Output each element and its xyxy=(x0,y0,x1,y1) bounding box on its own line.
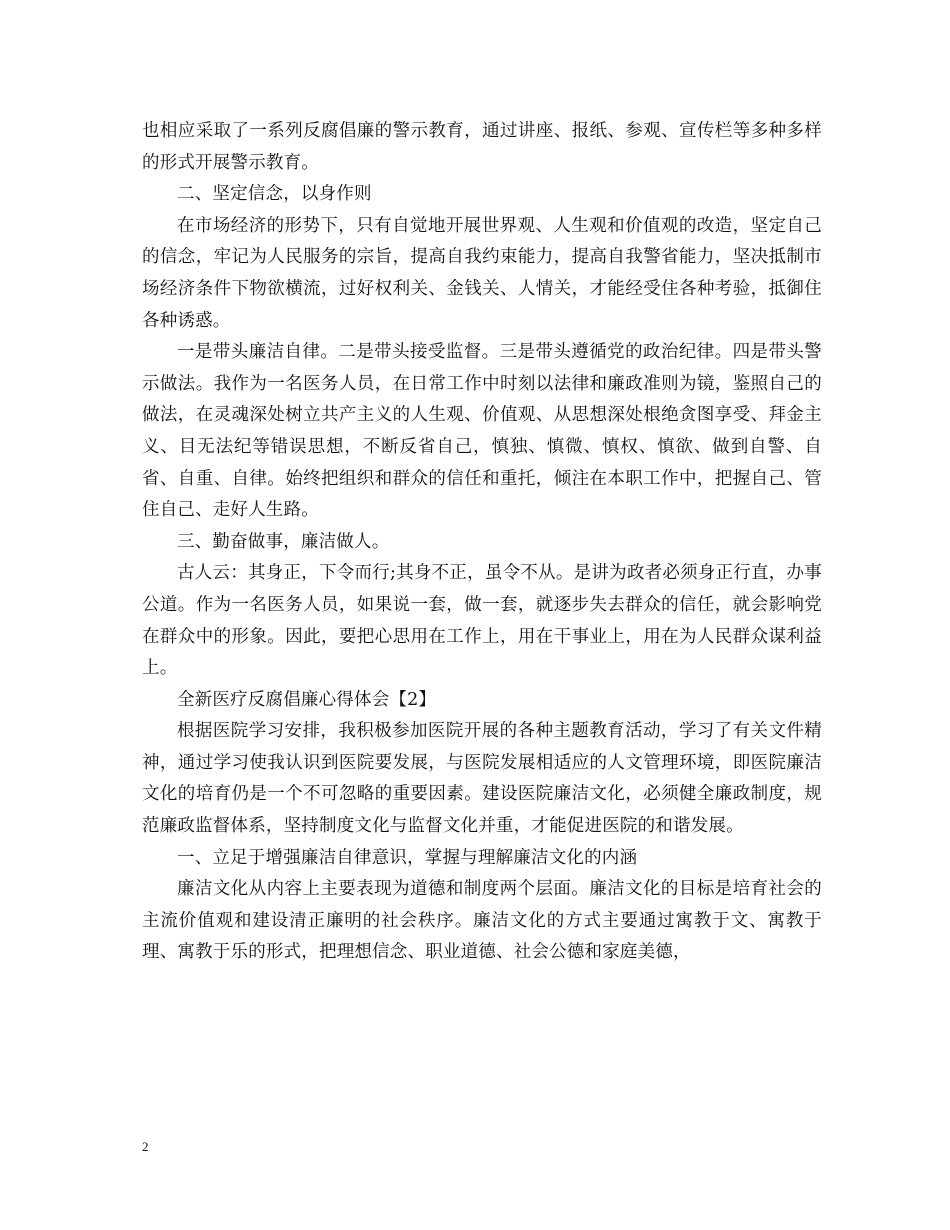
section-heading-3: 三、勤奋做事，廉洁做人。 xyxy=(177,531,390,552)
paragraph-4: 一是带头廉洁自律。二是带头接受监督。三是带头遵循党的政治纪律。四是带头警示做法。我作为一名医务人员，在日常工作中时刻以法律和廉政准则为镜，鉴照自己的做法，在灵魂深处树立共产主义的人生观、价值观、从思想深处根绝贪图享受、拜金主义、目无法纪等错误思想，不断反省自己，慎独、慎微、慎权、慎欲、做到自警、自省、自重、自律。始终把组织和群众的信任和重托，倾注在本职工作中，把握自己、管住自己、走好人生路。 xyxy=(142,342,822,521)
document-body xyxy=(142,116,822,969)
section-heading-2: 二、坚定信念，以身作则 xyxy=(177,184,372,205)
paragraph-10: 廉洁文化从内容上主要表现为道德和制度两个层面。廉洁文化的目标是培育社会的主流价值观和建设清正廉明的社会秩序。廉洁文化的方式主要通过寓教于文、寓教于理、寓教于乐的形式，把理想信念、职业道德、社会公德和家庭美德， xyxy=(142,879,822,963)
section-heading-1: 一、立足于增强廉洁自律意识，掌握与理解廉洁文化的内涵 xyxy=(177,847,638,868)
page-number: 2 xyxy=(142,1139,149,1154)
paragraph-8: 根据医院学习安排，我积极参加医院开展的各种主题教育活动，学习了有关文件精神，通过学习使我认识到医院要发展，与医院发展相适应的人文管理环境，即医院廉洁文化的培育仍是一个不可忽略的重要因素。建设医院廉洁文化，必须健全廉政制度，规范廉政监督体系，坚持制度文化与监督文化并重，才能促进医院的和谐发展。 xyxy=(142,721,822,837)
article-title-2: 全新医疗反腐倡廉心得体会【2】 xyxy=(177,689,437,710)
paragraph-1: 也相应采取了一系列反腐倡廉的警示教育，通过讲座、报纸、参观、宣传栏等多种多样的形式开展警示教育。 xyxy=(142,121,822,173)
paragraph-3: 在市场经济的形势下，只有自觉地开展世界观、人生观和价值观的改造，坚定自己的信念，牢记为人民服务的宗旨，提高自我约束能力，提高自我警省能力，坚决抵制市场经济条件下物欲横流，过好权利关、金钱关、人情关，才能经受住各种考验，抵御住各种诱惑。 xyxy=(142,215,822,331)
paragraph-6: 古人云：其身正，下令而行;其身不正，虽令不从。是讲为政者必须身正行直，办事公道。作为一名医务人员，如果说一套，做一套，就逐步失去群众的信任，就会影响党在群众中的形象。因此，要把心思用在工作上，用在干事业上，用在为人民群众谋利益上。 xyxy=(142,563,822,679)
